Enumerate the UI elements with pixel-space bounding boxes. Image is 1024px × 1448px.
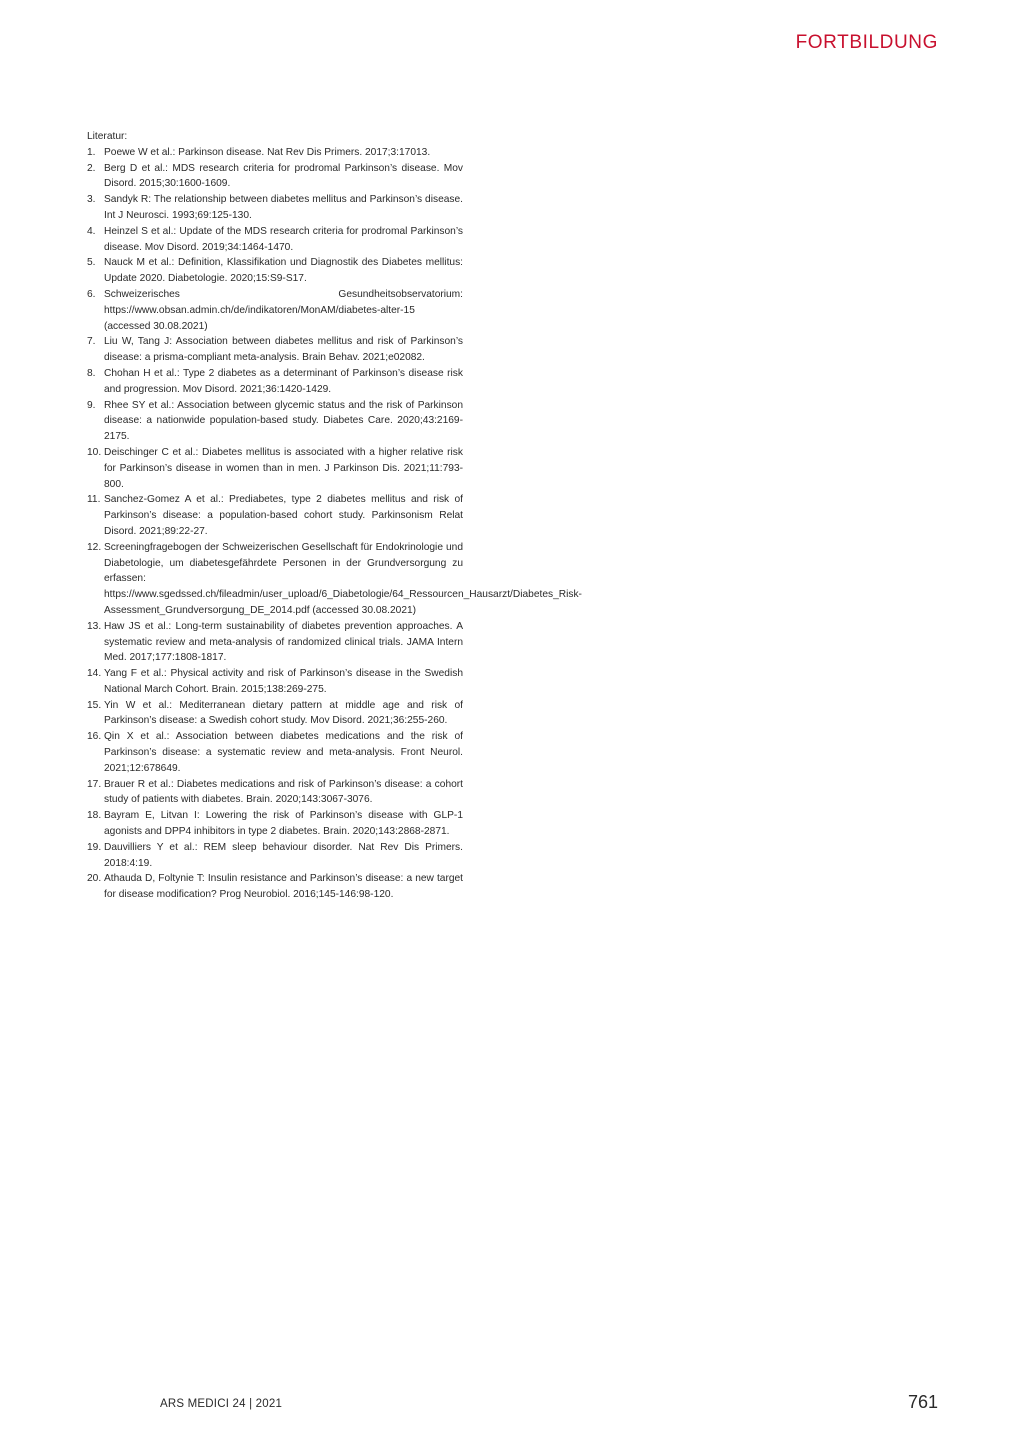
reference-number: 19. [87,841,102,853]
reference-item [87,777,463,809]
reference-number: 3. [87,194,96,206]
reference-number: 2. [87,162,96,174]
reference-text: Qin X et al.: Association between diabetes medications and the risk of Parkinson’s disease: a systematic review and meta-analysis. Front Neurol. 2021;12:678649. [104,731,463,774]
reference-item [87,366,463,398]
reference-number: 18. [87,810,102,822]
reference-text: Sandyk R: The relationship between diabetes mellitus and Parkinson’s disease. Int J Neurosci. 1993;69:125-130. [104,194,463,221]
reference-text: Deischinger C et al.: Diabetes mellitus is associated with a higher relative risk for Parkinson’s disease in women than in men. J Parkinson Dis. 2021;11:793-800. [104,446,463,490]
reference-text: Brauer R et al.: Diabetes medications and risk of Parkinson’s disease: a cohort study of patients with diabetes. Brain. 2020;143:3067-3076. [104,778,463,806]
reference-item [87,255,463,287]
reference-item [87,729,463,776]
reference-list-section [87,129,582,903]
reference-number: 17. [87,778,102,790]
reference-text: Screeningfragebogen der Schweizerischen Gesellschaft für Endokrinologie und Diabetologie, um diabetesgefährdete Personen in der Grundversorgung zu erfassen: https://www.sgedssed.ch/fileadmin/user_upload/6_Diabetologie/64_Ressourcen_Hausarzt/Diabetes_Risk-Assessment_Grundversorgung_DE_2014.pdf (accessed 30.08.2021) [104,541,582,616]
reference-item [87,840,463,872]
reference-text: Yang F et al.: Physical activity and risk of Parkinson’s disease in the Swedish National March Cohort. Brain. 2015;138:269-275. [104,668,463,695]
reference-text: Schweizerisches Gesundheitsobservatorium: https://www.obsan.admin.ch/de/indikatoren/MonAM/diabetes-alter-15 (accessed 30.08.2021) [104,288,463,332]
reference-number: 13. [87,620,102,632]
reference-number: 7. [87,336,96,348]
reference-item [87,808,463,840]
reference-item [87,398,463,445]
journal-issue: ARS MEDICI 24 | 2021 [160,1398,283,1410]
reference-text: Sanchez-Gomez A et al.: Prediabetes, type 2 diabetes mellitus and risk of Parkinson’s disease: a population-based cohort study. Parkinsonism Relat Disord. 2021;89:22-27. [104,494,463,537]
page-number: 761 [907,1392,938,1412]
reference-number: 14. [87,668,102,680]
reference-number: 1. [87,146,96,158]
reference-text: Yin W et al.: Mediterranean dietary pattern at middle age and risk of Parkinson’s disease: a Swedish cohort study. Mov Disord. 2021;36:255-260. [104,699,463,727]
reference-text: Rhee SY et al.: Association between glycemic status and the risk of Parkinson disease: a nationwide population-based study. Diabetes Care. 2020;43:2169-2175. [104,399,463,443]
reference-text: Dauvilliers Y et al.: REM sleep behaviour disorder. Nat Rev Dis Primers. 2018:4:19. [104,841,463,869]
reference-number: 6. [87,288,96,300]
reference-number: 20. [87,873,102,885]
reference-number: 16. [87,731,102,743]
reference-number: 8. [87,367,96,379]
section-title: FORTBILDUNG [795,32,938,53]
reference-item [87,698,463,730]
reference-item [87,492,463,539]
reference-item [87,445,463,492]
reference-heading: Literatur: [87,131,128,142]
reference-text: Chohan H et al.: Type 2 diabetes as a determinant of Parkinson’s disease risk and progression. Mov Disord. 2021;36:1420-1429. [104,367,463,395]
reference-item [87,334,463,366]
reference-text: Liu W, Tang J: Association between diabetes mellitus and risk of Parkinson’s disease: a prisma-compliant meta-analysis. Brain Behav. 2021;e02082. [104,336,463,364]
reference-number: 5. [87,257,96,269]
reference-number: 10. [87,446,102,458]
reference-item [87,287,463,334]
reference-text: Berg D et al.: MDS research criteria for prodromal Parkinson’s disease. Mov Disord. 2015;30:1600-1609. [104,162,463,190]
reference-item [87,224,463,256]
reference-text: Haw JS et al.: Long-term sustainability of diabetes prevention approaches. A systematic review and meta-analysis of randomized clinical trials. JAMA Intern Med. 2017;177:1808-1817. [104,620,463,664]
reference-number: 9. [87,399,96,411]
reference-item [87,192,463,224]
reference-item [87,619,463,666]
reference-list [87,145,582,903]
reference-item [87,145,463,161]
reference-text: Bayram E, Litvan I: Lowering the risk of Parkinson’s disease with GLP-1 agonists and DPP4 inhibitors in type 2 diabetes. Brain. 2020;143:2868-2871. [104,810,463,838]
reference-text: Athauda D, Foltynie T: Insulin resistance and Parkinson’s disease: a new target for disease modification? Prog Neurobiol. 2016;145-146:98-120. [104,873,463,901]
reference-text: Poewe W et al.: Parkinson disease. Nat Rev Dis Primers. 2017;3:17013. [104,146,431,158]
reference-number: 12. [87,541,102,553]
reference-item [87,161,463,193]
reference-number: 11. [87,494,101,506]
reference-item [87,871,463,903]
reference-item [87,540,582,619]
reference-number: 4. [87,225,96,237]
reference-item [87,666,463,698]
reference-number: 15. [87,699,102,711]
reference-text: Nauck M et al.: Definition, Klassifikation und Diagnostik des Diabetes mellitus: Update 2020. Diabetologie. 2020;15:S9-S17. [104,257,463,285]
reference-text: Heinzel S et al.: Update of the MDS research criteria for prodromal Parkinson’s disease. Mov Disord. 2019;34:1464-1470. [104,225,463,253]
